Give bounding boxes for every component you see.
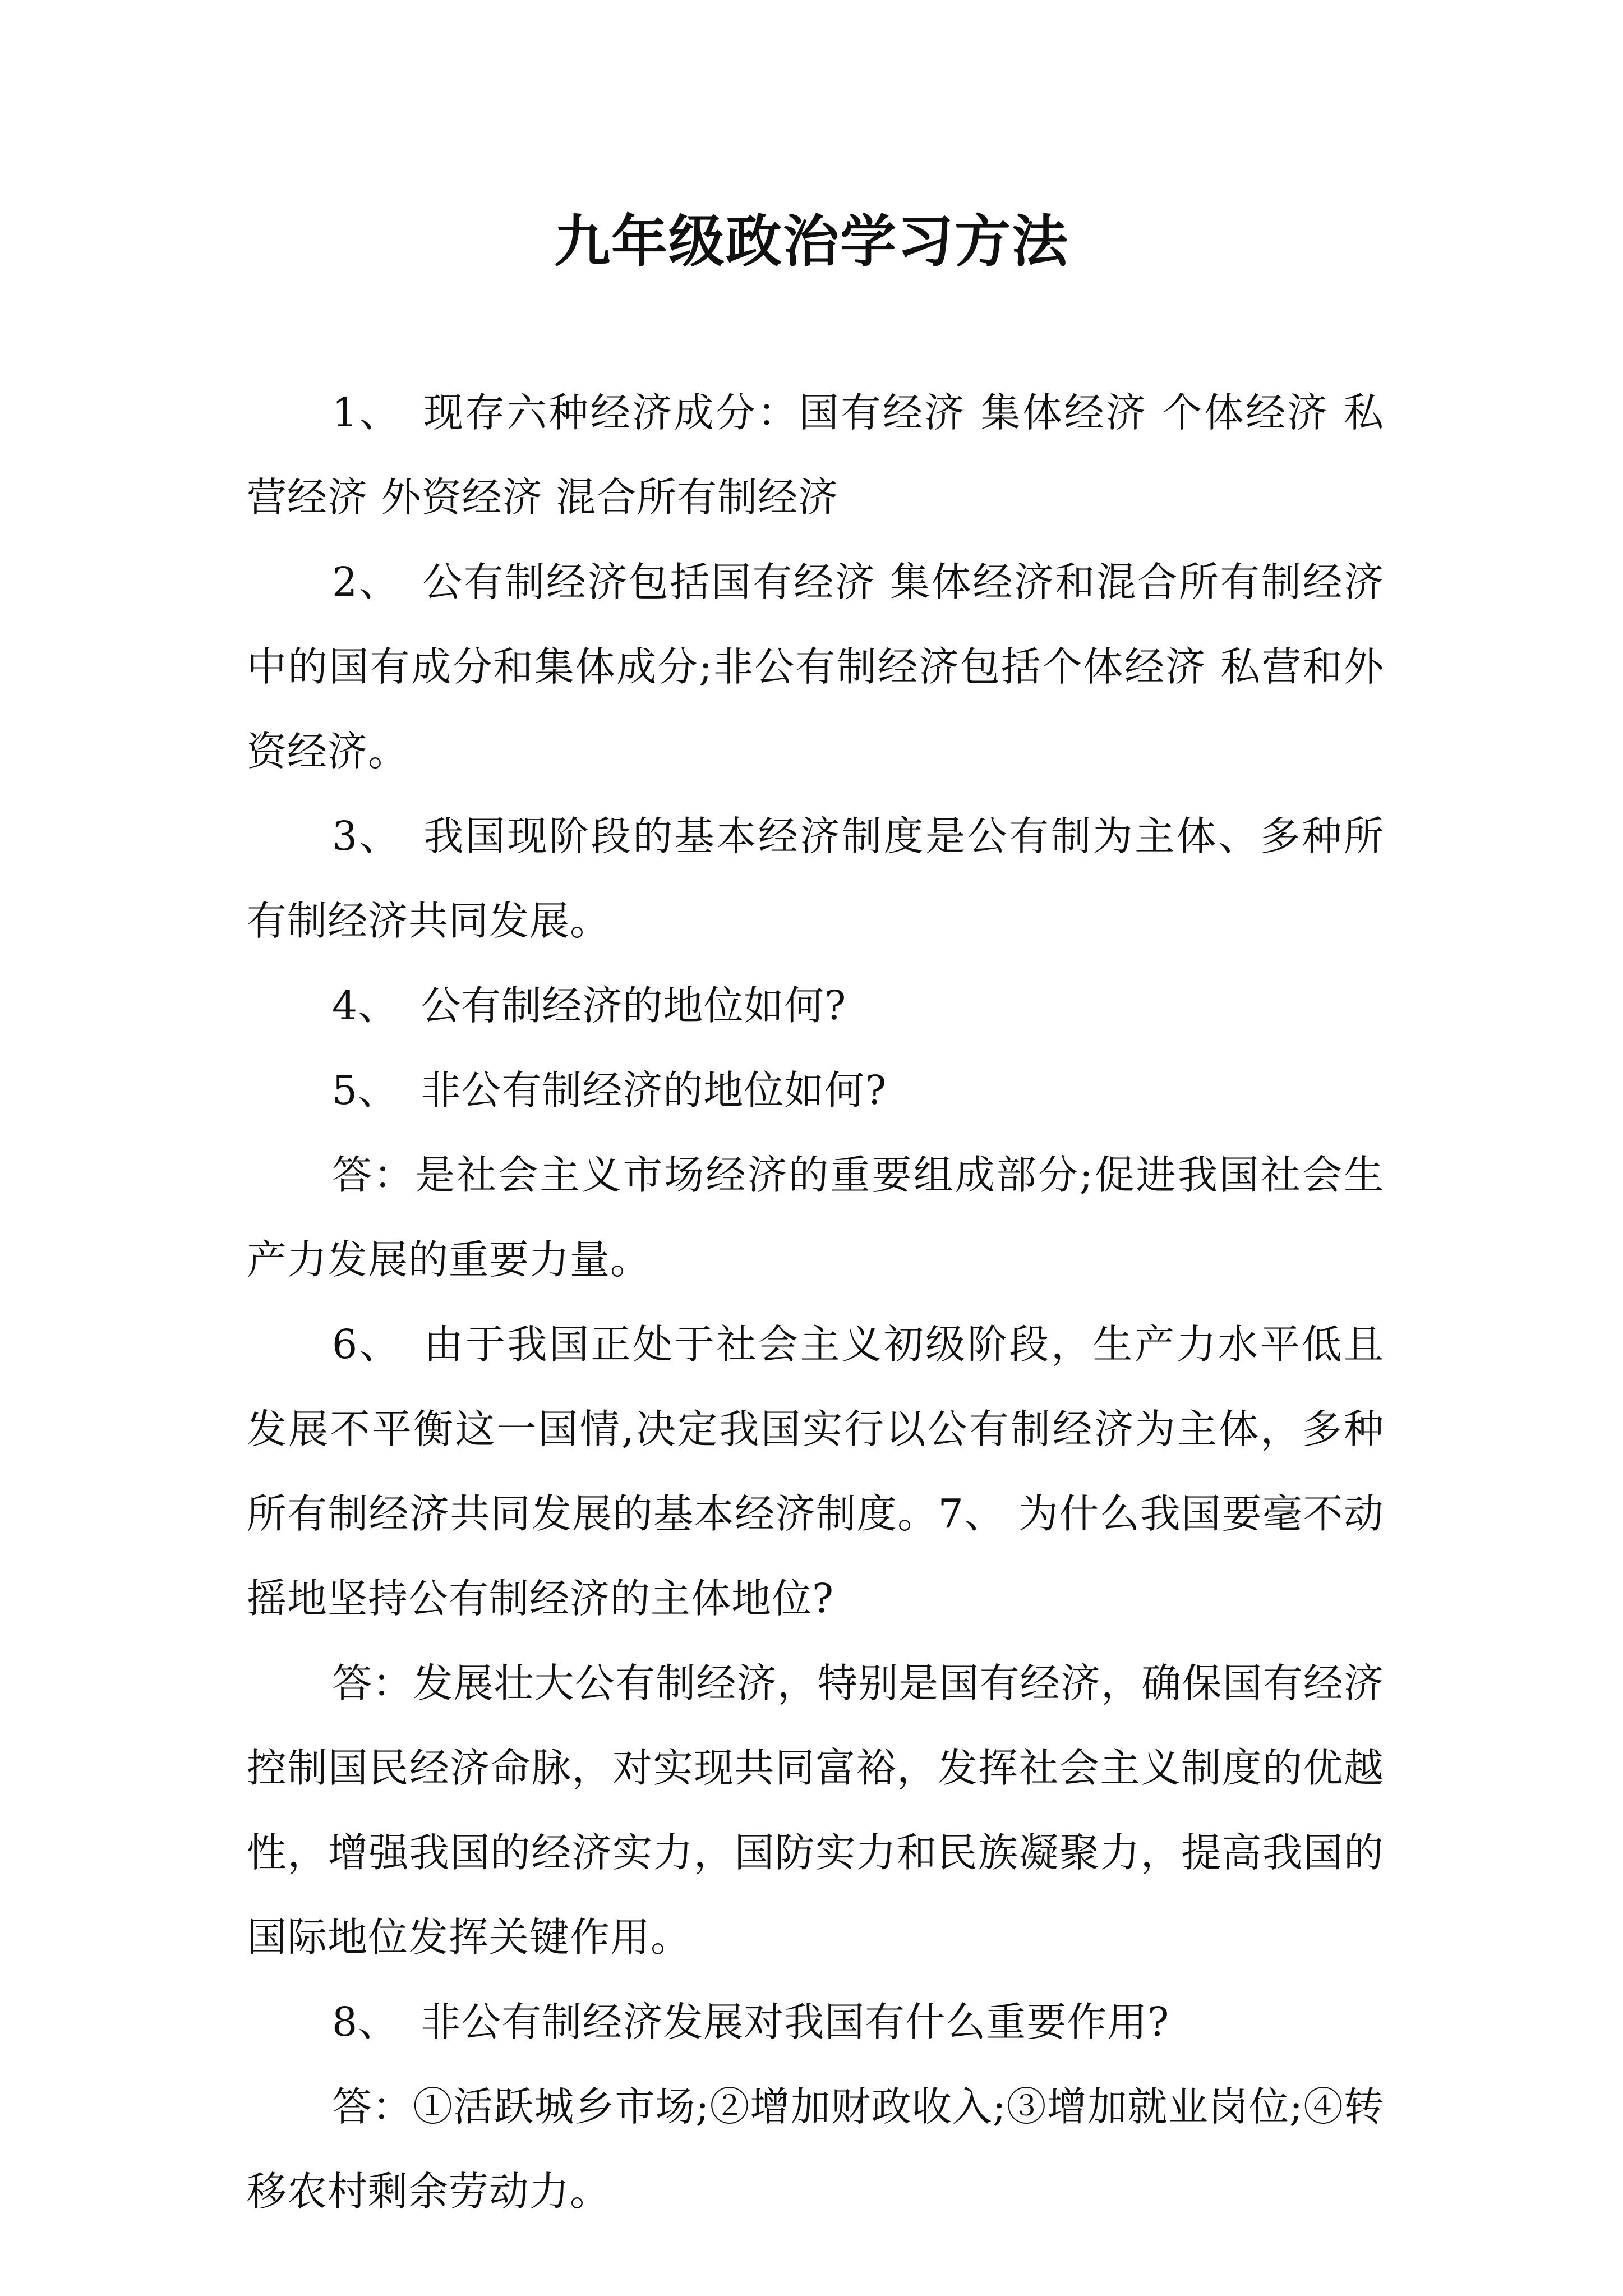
paragraph-text: 公有制经济的地位如何? xyxy=(421,982,847,1029)
paragraph-number: 6、 xyxy=(332,1321,402,1368)
answer-8 xyxy=(247,2064,1384,2234)
paragraph-5 xyxy=(247,1048,1384,1133)
paragraph-8 xyxy=(247,1980,1384,2064)
paragraph-number: 8、 xyxy=(332,1999,399,2045)
document-title: 九年级政治学习方法 xyxy=(554,208,1069,274)
document-body xyxy=(247,370,1384,2234)
paragraph-1 xyxy=(247,370,1384,540)
paragraph-text: 由于我国正处于社会主义初级阶段，生产力水平低且发展不平衡这一国情,决定我国实行以公有制经济为主体，多种所有制经济共同发展的基本经济制度。7、 为什么我国要毫不动摇地坚持公有制经济的主体地位? xyxy=(247,1321,1384,1622)
answer-5 xyxy=(247,1133,1384,1302)
answer-7 xyxy=(247,1641,1384,1980)
paragraph-4 xyxy=(247,963,1384,1048)
paragraph-text: 我国现阶段的基本经济制度是公有制为主体、多种所有制经济共同发展。 xyxy=(247,813,1384,944)
paragraph-number: 5、 xyxy=(332,1067,399,1114)
paragraph-text: 答：①活跃城乡市场;②增加财政收入;③增加就业岗位;④转移农村剩余劳动力。 xyxy=(247,2083,1384,2215)
paragraph-text: 现存六种经济成分：国有经济 集体经济 个体经济 私营经济 外资经济 混合所有制经济 xyxy=(247,389,1384,521)
paragraph-text: 非公有制经济的地位如何? xyxy=(421,1067,887,1114)
paragraph-3 xyxy=(247,794,1384,963)
paragraph-text: 公有制经济包括国有经济 集体经济和混合所有制经济中的国有成分和集体成分;非公有制经济包括个体经济 私营和外资经济。 xyxy=(247,559,1384,775)
paragraph-number: 1、 xyxy=(332,389,402,436)
paragraph-number: 3、 xyxy=(332,813,402,859)
paragraph-2 xyxy=(247,540,1384,794)
paragraph-text: 答：发展壮大公有制经济，特别是国有经济，确保国有经济控制国民经济命脉，对实现共同富裕，发挥社会主义制度的优越性，增强我国的经济实力，国防实力和民族凝聚力，提高我国的国际地位发挥关键作用。 xyxy=(247,1660,1384,1961)
paragraph-text: 答：是社会主义市场经济的重要组成部分;促进我国社会生产力发展的重要力量。 xyxy=(247,1152,1384,1283)
paragraph-number: 2、 xyxy=(332,559,400,605)
paragraph-number: 4、 xyxy=(332,982,399,1029)
paragraph-text: 非公有制经济发展对我国有什么重要作用? xyxy=(421,1999,1170,2045)
paragraph-6 xyxy=(247,1302,1384,1641)
